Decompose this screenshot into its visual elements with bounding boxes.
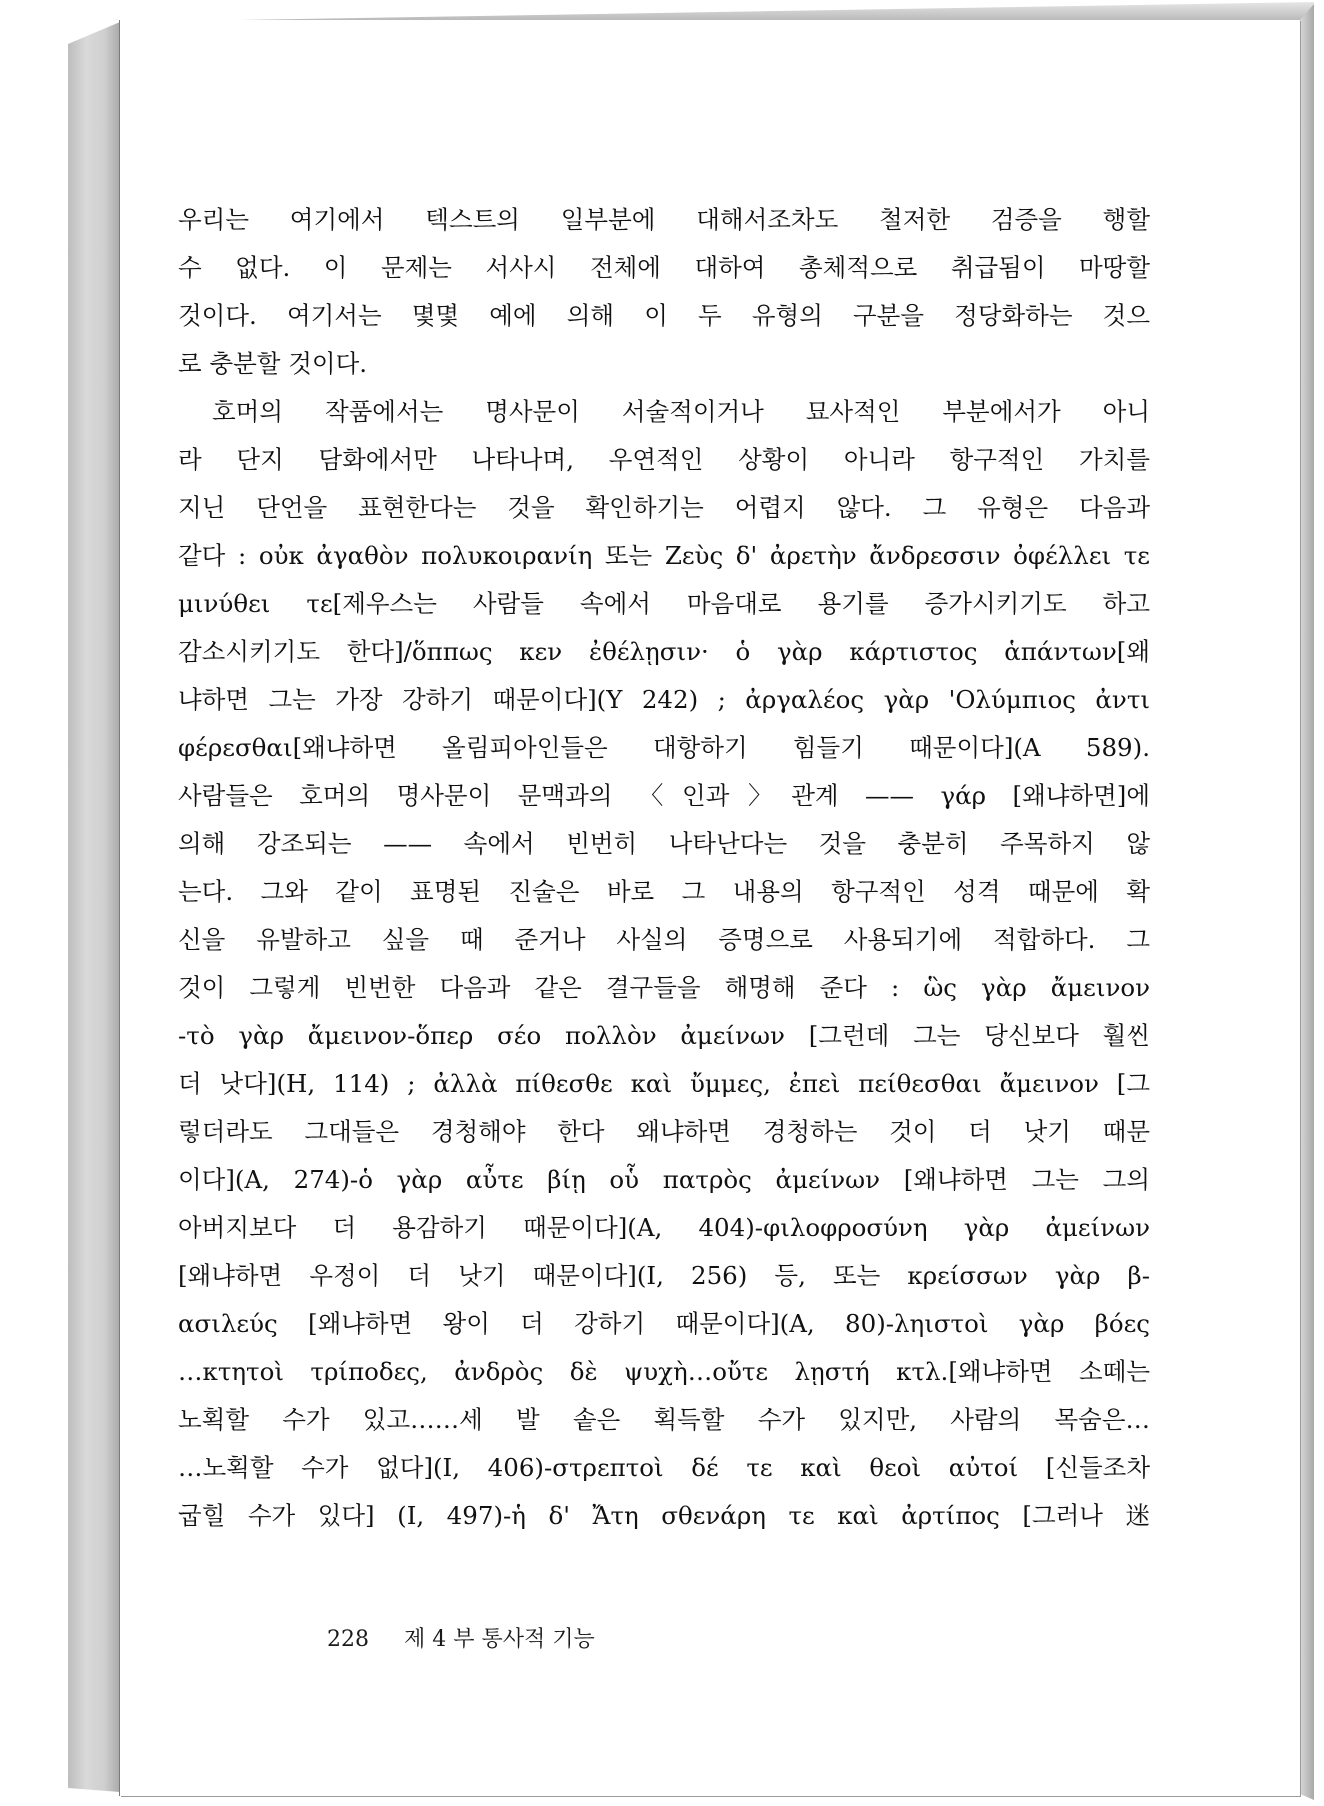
page-footer <box>327 1620 595 1660</box>
text-line: μινύθει τε[제우스는 사람들 속에서 마음대로 용기를 증가시키기도 하고 <box>178 589 1150 618</box>
body-text <box>178 196 1150 1536</box>
page-number: 228 <box>327 1627 369 1652</box>
text-line: 노획할 수가 있고……세 발 솥은 획득할 수가 있지만, 사람의 목숨은… <box>178 1405 1150 1434</box>
text-line: 의해 강조되는 —— 속에서 빈번히 나타난다는 것을 충분히 주목하지 않 <box>178 829 1150 858</box>
text-line: 굽힐 수가 있다] (I, 497)-ἡ δ' Ἄτη σθενάρη τε καὶ ἀρτίπος [그러나 迷 <box>178 1501 1150 1530</box>
text-line: …노획할 수가 없다](I, 406)-στρεπτοὶ δέ τε καὶ θεοὶ αὐτοί [신들조차 <box>178 1453 1150 1482</box>
text-line: 아버지보다 더 용감하기 때문이다](A, 404)-φιλοφροσύνη γὰρ ἀμείνων <box>178 1213 1150 1242</box>
text-line: 로 충분할 것이다. <box>178 349 368 378</box>
book-top-edge <box>120 2 1314 22</box>
text-line: 사람들은 호머의 명사문이 문맥과의 〈인과〉관계 —— γάρ [왜냐하면]에 <box>178 781 1150 810</box>
text-line: 것이 그렇게 빈번한 다음과 같은 결구들을 해명해 준다 : ὣς γὰρ ἄμεινον <box>178 973 1150 1002</box>
book-right-edge <box>1300 4 1314 1800</box>
text-line: 수 없다. 이 문제는 서사시 전체에 대하여 총체적으로 취급됨이 마땅할 <box>178 253 1150 282</box>
text-line: -τὸ γὰρ ἄμεινον-ὅπερ σέο πολλὸν ἀμείνων [그런데 그는 당신보다 훨씬 <box>178 1021 1150 1050</box>
text-line: 더 낫다](H, 114) ; ἀλλὰ πίθεσθε καὶ ὔμμες, ἐπεὶ πείθεσθαι ἄμεινον [그 <box>178 1069 1150 1098</box>
text-line: …κτητοὶ τρίποδες, ἀνδρὸς δὲ ψυχὴ…οὔτε λῃστή κτλ.[왜냐하면 소떼는 <box>178 1357 1150 1386</box>
text-line: 지닌 단언을 표현한다는 것을 확인하기는 어렵지 않다. 그 유형은 다음과 <box>178 493 1150 522</box>
text-line: 같다 : οὐκ ἀγαθὸν πολυκοιρανίη 또는 Ζεὺς δ' ἀρετὴν ἄνδρεσσιν ὀφέλλει τε <box>178 541 1150 570</box>
text-line: 냐하면 그는 가장 강하기 때문이다](Υ 242) ; ἀργαλέος γὰρ 'Ολύμπιος ἀντι <box>178 685 1150 714</box>
text-line: 우리는 여기에서 텍스트의 일부분에 대해서조차도 철저한 검증을 행할 <box>178 205 1150 234</box>
text-line: ασιλεύς [왜냐하면 왕이 더 강하기 때문이다](A, 80)-ληιστοὶ γὰρ βόες <box>178 1309 1150 1338</box>
text-line: [왜냐하면 우정이 더 낫기 때문이다](I, 256) 등, 또는 κρείσσων γὰρ β- <box>178 1261 1150 1290</box>
text-line: 감소시키기도 한다]/ὅππως κεν ἐθέλῃσιν· ὁ γὰρ κάρτιστος ἁπάντων[왜 <box>178 637 1150 666</box>
text-line: 는다. 그와 같이 표명된 진술은 바로 그 내용의 항구적인 성격 때문에 확 <box>178 877 1150 906</box>
text-line: 렇더라도 그대들은 경청해야 한다 왜냐하면 경청하는 것이 더 낫기 때문 <box>178 1117 1150 1146</box>
text-line: 호머의 작품에서는 명사문이 서술적이거나 묘사적인 부분에서가 아니 <box>212 397 1150 426</box>
text-line: 것이다. 여기서는 몇몇 예에 의해 이 두 유형의 구분을 정당화하는 것으 <box>178 301 1150 330</box>
text-line: 이다](A, 274)-ὁ γὰρ αὖτε βίῃ οὗ πατρὸς ἀμείνων [왜냐하면 그는 그의 <box>178 1165 1150 1194</box>
text-line: φέρεσθαι[왜냐하면 올림피아인들은 대항하기 힘들기 때문이다](A 589). <box>178 733 1150 762</box>
running-title: 제 4 부 통사적 기능 <box>404 1627 595 1652</box>
text-line: 라 단지 담화에서만 나타나며, 우연적인 상황이 아니라 항구적인 가치를 <box>178 445 1150 474</box>
book-spine <box>68 22 120 1792</box>
text-line: 신을 유발하고 싶을 때 준거나 사실의 증명으로 사용되기에 적합하다. 그 <box>178 925 1150 954</box>
